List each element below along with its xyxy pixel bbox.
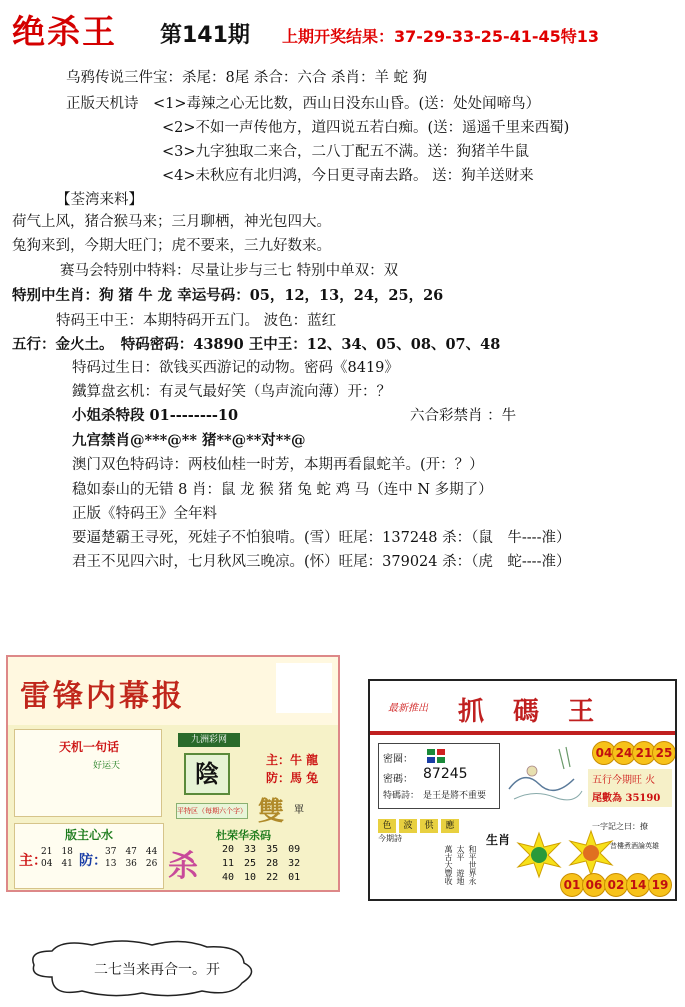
line-macau-poem: 澳门双色特码诗：两枝仙桂一时芳，本期再看鼠蛇羊。(开：？）	[72, 457, 484, 473]
leifeng-title: 雷锋内幕报	[20, 679, 185, 714]
line-crow-treasure: 乌鸦传说三件宝：杀尾：8尾 杀合：六合 杀肖：羊 蛇 狗	[66, 70, 428, 86]
special-label: 特碼詩：	[383, 791, 420, 801]
line-wuxing-code: 五行：金火土。 特码密码：43890 王中王：12、34、05、08、07、48	[12, 336, 501, 353]
du-kill-title: 杜荣华杀码	[216, 829, 271, 842]
fang-zodiac: 防：馬 兔	[266, 771, 319, 785]
banzhu-zhu-nums: 21 18 04 41	[41, 847, 73, 869]
wuxing-box	[588, 769, 672, 807]
bottom-ball-5: 19	[648, 873, 672, 897]
banzhu-fang-nums: 37 47 44 13 36 26	[105, 847, 158, 869]
line-xiang-yu: 要逼楚霸王寻死，死娃子不怕狼啃。(雪）旺尾：137248 杀：（鼠 牛----准）	[72, 530, 571, 546]
zhuamawang-panel	[368, 679, 677, 901]
section-quanwan: 【荃湾来料】	[56, 192, 143, 208]
banzhu-fang-label: 防：	[79, 853, 107, 869]
special-value: 是王是將不重要	[423, 791, 487, 801]
line-horse-special: 赛马会特别中特料：尽量让步与三七 特别中单双：双	[60, 263, 399, 279]
last-result: 上期开奖结果：37-29-33-25-41-45特13	[282, 27, 600, 46]
top-ball-1: 04	[592, 741, 616, 765]
single-char: 單	[294, 805, 304, 816]
zhu-zodiac: 主：牛 龍	[266, 753, 319, 767]
line-tianji-poem-2: <2>不如一声传他方，道四说五若白痴。(送：遥遥千里来西蜀)	[162, 120, 570, 136]
burst-right	[566, 829, 616, 877]
top-ball-3: 21	[632, 741, 656, 765]
color-tag-1: 色	[378, 819, 396, 833]
line-birthday-code: 特码过生日：欲钱买西游记的动物。密码《8419》	[72, 360, 399, 376]
line-forbidden-zodiac: 六合彩禁肖 ：牛	[410, 408, 517, 424]
cloud-text: 二七当来再合一。开	[94, 962, 220, 978]
poem-body: 和平世界永太平 遊地萬古大豐收	[444, 845, 477, 885]
bottom-ball-4: 14	[626, 873, 650, 897]
lottery-logo	[427, 748, 455, 762]
tianji-sub: 好运天	[93, 761, 121, 771]
code-box	[378, 743, 500, 809]
color-tag-4: 應	[441, 819, 459, 833]
title-divider	[370, 731, 675, 735]
tail-text: 尾數為 35190	[592, 793, 661, 804]
pingte-label: 平特区（每期六个字）	[176, 803, 248, 819]
latest-label: 最新推出	[388, 703, 428, 714]
zhuamawang-title: 抓 碼 王	[458, 697, 605, 727]
top-ball-2: 24	[612, 741, 636, 765]
tianji-label: 天机一句话	[59, 740, 120, 754]
line-king-of-kings: 特码王中王：本期特码开五门。 波色：蓝红	[56, 313, 337, 329]
line-king-not-seen: 君王不见四六时，七月秋风三晚凉。(怀）旺尾：379024 杀：（虎 蛇----准）	[72, 554, 571, 570]
banzhu-box	[14, 823, 164, 889]
code-value-label: 密碼：	[383, 774, 413, 785]
issue-number: 第141期	[160, 23, 250, 48]
right-note: 一字記之曰：撩	[592, 822, 648, 831]
color-strip	[378, 813, 468, 831]
line-eight-zodiac: 稳如泰山的无错 8 肖：鼠 龙 猴 猪 兔 蛇 鸡 马（连中 N 多期了）	[72, 482, 493, 498]
color-tag-2: 波	[399, 819, 417, 833]
banzhu-zhu-label: 主：	[19, 853, 47, 869]
double-char: 雙	[258, 797, 285, 827]
bottom-ball-1: 01	[560, 873, 584, 897]
right-note-2: 昔樓煮酒論英雄	[610, 842, 659, 850]
line-quanwan-2: 兔狗来到，今期大旺门；虎不要来，三九好数来。	[12, 238, 331, 254]
page-title: 绝杀王	[12, 12, 117, 51]
line-tianji-poem-1: 正版天机诗 <1>毒辣之心无比数，西山日没东山昏。(送：处处闻啼鸟）	[66, 96, 541, 112]
leifeng-header	[8, 657, 338, 725]
cloud-bubble	[22, 937, 262, 1001]
line-quanwan-1: 荷气上风，猪合猴马来；三月聊栖，神光包四大。	[12, 214, 331, 230]
du-kill-nums: 20 33 35 09 11 25 28 32 40 10 22 01	[222, 844, 301, 883]
yin-char: 陰	[184, 753, 230, 795]
line-tianji-poem-3: <3>九字独取二来合，二八丁配五不满。送：狗猪羊牛鼠	[162, 144, 530, 160]
line-tianji-poem-4: <4>未秋应有北归鸿，今日更寻南去路。 送：狗羊送财来	[162, 168, 534, 184]
jiuzhou-tag: 九洲彩网	[178, 733, 240, 747]
code-label: 密圈：	[383, 754, 413, 765]
top-ball-4: 25	[652, 741, 676, 765]
burst-left	[514, 831, 564, 879]
line-annual-material: 正版《特码王》全年料	[72, 506, 217, 522]
bottom-ball-2: 06	[582, 873, 606, 897]
line-nine-palace: 九宫禁肖@***@** 猪**@**对**@	[72, 432, 306, 449]
kill-char: 杀	[168, 849, 198, 884]
line-miss-kill: 小姐杀特段 01--------10	[72, 407, 239, 424]
corner-box	[276, 663, 332, 713]
ink-painting	[504, 739, 584, 809]
shengxiao-label: 生肖	[486, 833, 511, 847]
tianji-box	[14, 729, 162, 817]
bottom-ball-3: 02	[604, 873, 628, 897]
color-tag-3: 供	[420, 819, 438, 833]
leifeng-panel	[6, 655, 340, 892]
line-special-zodiac: 特别中生肖：狗 猪 牛 龙 幸运号码：05，12，13，24，25，26	[12, 287, 444, 304]
code-value: 87245	[423, 766, 468, 782]
wuxing-text: 五行今期旺 火	[592, 775, 656, 786]
banzhu-label: 版主心水	[65, 828, 114, 842]
poem-label: 今期詩	[378, 834, 402, 843]
line-iron-abacus: 鐵算盘玄机：有灵气最好笑（鸟声流向薄）开：？	[72, 384, 391, 400]
